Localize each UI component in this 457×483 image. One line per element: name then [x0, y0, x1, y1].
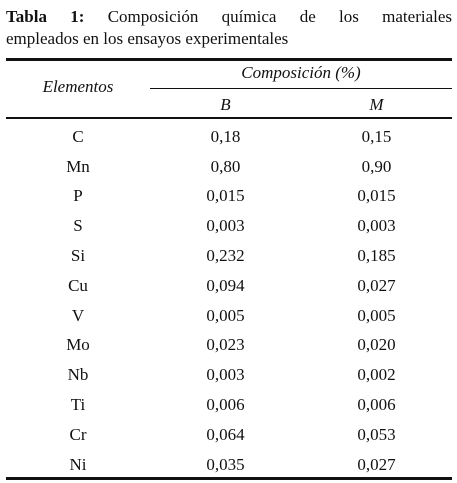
element-cell: P: [73, 186, 83, 206]
material-b-cell: 0,006: [206, 395, 245, 415]
table-bottom-rule: [6, 477, 452, 480]
material-m-cell: 0,006: [357, 395, 396, 415]
caption-label: Tabla 1:: [6, 7, 85, 26]
header-material-b: B: [220, 95, 231, 114]
material-m-cell: 0,027: [357, 275, 396, 295]
table-row: [6, 152, 452, 182]
table-row: [6, 241, 452, 271]
material-b-cell: 0,035: [206, 454, 245, 474]
element-cell: Mo: [66, 335, 90, 355]
material-b-cell: 0,094: [206, 275, 245, 295]
composition-subheader-rule: [150, 88, 452, 89]
table-row: [6, 301, 452, 331]
element-cell: Ni: [69, 454, 87, 474]
material-m-cell: 0,005: [357, 305, 396, 325]
table-row: [6, 122, 452, 152]
caption-title-end: empleados en los ensayos experimentales: [6, 29, 289, 48]
element-cell: Cu: [68, 275, 88, 295]
material-m-cell: 0,053: [357, 424, 396, 444]
element-cell: Nb: [67, 365, 89, 385]
element-cell: Ti: [70, 395, 86, 415]
table-body: [6, 122, 452, 480]
material-m-cell: 0,002: [357, 365, 396, 385]
table-row: [6, 420, 452, 450]
caption-line-1: [6, 6, 452, 28]
table-row: [6, 360, 452, 390]
material-m-cell: 0,020: [357, 335, 396, 355]
element-cell: V: [71, 305, 85, 325]
material-b-cell: 0,80: [210, 156, 241, 176]
header-material-m: M: [369, 95, 384, 114]
material-m-cell: 0,003: [357, 216, 396, 236]
material-m-cell: 0,15: [361, 126, 392, 146]
caption-title-start: Composición química de los materiales: [107, 7, 453, 26]
material-b-cell: 0,005: [206, 305, 245, 325]
material-m-cell: 0,90: [361, 156, 392, 176]
material-m-cell: 0,015: [357, 186, 396, 206]
material-b-cell: 0,18: [210, 126, 241, 146]
header-elements: Elementos: [42, 77, 114, 96]
table-row: [6, 271, 452, 301]
material-m-cell: 0,185: [357, 246, 396, 266]
element-cell: C: [72, 126, 84, 146]
header-bottom-rule: [6, 117, 452, 119]
element-cell: Si: [70, 246, 86, 266]
material-b-cell: 0,064: [206, 424, 245, 444]
table-caption: [6, 6, 452, 50]
material-b-cell: 0,015: [206, 186, 245, 206]
material-m-cell: 0,027: [357, 454, 396, 474]
header-composition: Composición (%): [241, 63, 361, 82]
table-row: [6, 390, 452, 420]
table-row: [6, 331, 452, 361]
table-row: [6, 182, 452, 212]
material-b-cell: 0,003: [206, 365, 245, 385]
table-row: [6, 211, 452, 241]
element-cell: Cr: [69, 424, 87, 444]
element-cell: Mn: [66, 156, 90, 176]
material-b-cell: 0,232: [206, 246, 245, 266]
element-cell: S: [73, 216, 83, 236]
material-b-cell: 0,023: [206, 335, 245, 355]
table-row: [6, 450, 452, 480]
material-b-cell: 0,003: [206, 216, 245, 236]
table-top-rule: [6, 58, 452, 61]
